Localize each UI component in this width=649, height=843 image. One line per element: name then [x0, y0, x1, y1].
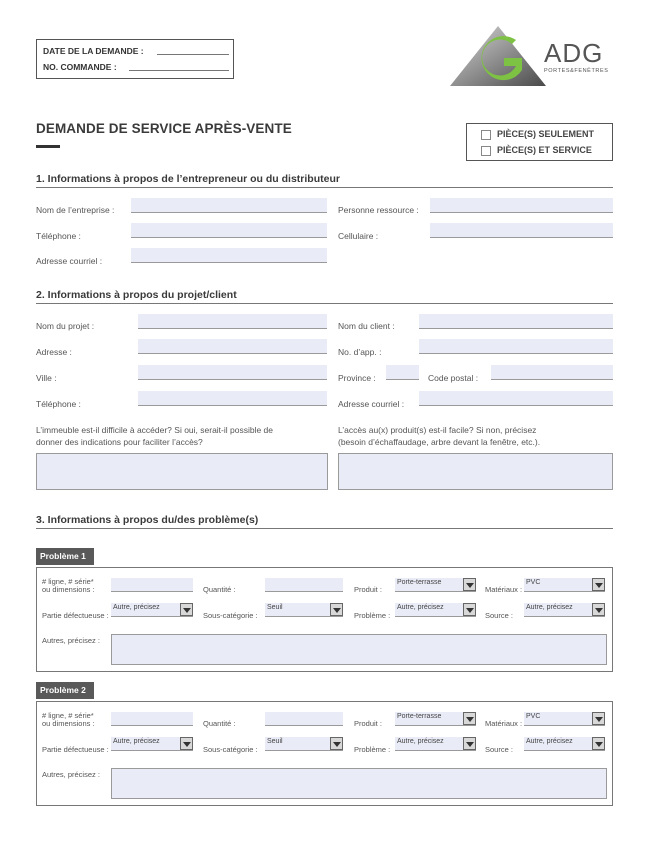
other-label: Autres, précisez : [42, 770, 100, 779]
access-note-right-2: (besoin d’échaffaudage, arbre devant la fenêtre, etc.). [338, 437, 541, 447]
project-email-label: Adresse courriel : [338, 399, 405, 409]
section-3-rule [36, 528, 613, 529]
page-title: DEMANDE DE SERVICE APRÈS-VENTE [36, 121, 292, 136]
email-label: Adresse courriel : [36, 256, 103, 266]
client-field[interactable] [419, 314, 613, 329]
quantity-label: Quantité : [203, 719, 236, 728]
part-value: Autre, précisez [113, 604, 160, 611]
building-access-textarea[interactable] [36, 453, 328, 490]
project-phone-field[interactable] [138, 391, 327, 406]
part-select[interactable] [111, 603, 193, 617]
source-select[interactable] [524, 737, 605, 751]
request-date-field[interactable] [157, 54, 229, 55]
chevron-down-icon[interactable] [592, 603, 605, 616]
access-note-left-2: donner des indications pour faciliter l’accès? [36, 437, 203, 447]
request-date-label: DATE DE LA DEMANDE : [43, 46, 144, 56]
title-underline [36, 145, 60, 148]
client-label: Nom du client : [338, 321, 395, 331]
product-select[interactable] [395, 578, 476, 592]
problem-2-tab: Problème 2 [36, 682, 94, 699]
chevron-down-icon[interactable] [592, 737, 605, 750]
product-select[interactable] [395, 712, 476, 726]
source-value: Autre, précisez [526, 604, 573, 611]
service-type-box [466, 123, 613, 161]
logo-text: ADG [544, 38, 604, 68]
address-field[interactable] [138, 339, 327, 354]
other-label: Autres, précisez : [42, 636, 100, 645]
line-label-2: ou dimensions : [42, 719, 95, 728]
city-label: Ville : [36, 373, 57, 383]
project-field[interactable] [138, 314, 327, 329]
apt-field[interactable] [419, 339, 613, 354]
chevron-down-icon[interactable] [463, 578, 476, 591]
chevron-down-icon[interactable] [463, 712, 476, 725]
chevron-down-icon[interactable] [463, 737, 476, 750]
quantity-field[interactable] [265, 712, 343, 726]
section-1-title: 1. Informations à propos de l’entrepreneur ou du distributeur [36, 173, 340, 185]
material-label: Matériaux : [485, 585, 523, 594]
order-number-label: NO. COMMANDE : [43, 62, 117, 72]
problem-label: Problème : [354, 611, 391, 620]
product-label: Produit : [354, 719, 382, 728]
part-label: Partie défectueuse : [42, 745, 109, 754]
material-value: PVC [526, 579, 541, 586]
chevron-down-icon[interactable] [463, 603, 476, 616]
quantity-label: Quantité : [203, 585, 236, 594]
order-number-field[interactable] [129, 70, 229, 71]
subcategory-label: Sous-catégorie : [203, 611, 258, 620]
chevron-down-icon[interactable] [180, 603, 193, 616]
material-value: PVC [526, 713, 541, 720]
problem-2-box [36, 701, 613, 806]
chevron-down-icon[interactable] [592, 578, 605, 591]
cell-label: Cellulaire : [338, 231, 379, 241]
province-label: Province : [338, 373, 376, 383]
subcategory-select[interactable] [265, 603, 343, 617]
material-label: Matériaux : [485, 719, 523, 728]
email-field[interactable] [131, 248, 327, 263]
parts-only-checkbox[interactable] [481, 130, 491, 140]
source-label: Source : [485, 611, 513, 620]
project-email-field[interactable] [419, 391, 613, 406]
province-field[interactable] [386, 365, 419, 380]
subcategory-select[interactable] [265, 737, 343, 751]
parts-service-checkbox[interactable] [481, 146, 491, 156]
subcategory-value: Seuil [267, 738, 283, 745]
product-access-textarea[interactable] [338, 453, 613, 490]
material-select[interactable] [524, 712, 605, 726]
contact-label: Personne ressource : [338, 205, 419, 215]
part-value: Autre, précisez [113, 738, 160, 745]
subcategory-label: Sous-catégorie : [203, 745, 258, 754]
line-label: # ligne, # série* [42, 577, 94, 586]
logo-mark-icon [450, 24, 550, 88]
logo-subtext: PORTES&FENÊTRES [544, 68, 609, 74]
adg-logo [450, 24, 615, 88]
other-textarea[interactable] [111, 634, 607, 665]
address-label: Adresse : [36, 347, 72, 357]
section-3-title: 3. Informations à propos du/des problème(s) [36, 514, 259, 526]
phone-field[interactable] [131, 223, 327, 238]
part-label: Partie défectueuse : [42, 611, 109, 620]
section-2-title: 2. Informations à propos du projet/client [36, 289, 237, 301]
product-label: Produit : [354, 585, 382, 594]
problem-value: Autre, précisez [397, 738, 444, 745]
section-1-rule [36, 187, 613, 188]
contact-field[interactable] [430, 198, 613, 213]
parts-service-label: PIÈCE(S) ET SERVICE [497, 145, 592, 155]
line-label-2: ou dimensions : [42, 585, 95, 594]
project-label: Nom du projet : [36, 321, 95, 331]
access-note-right-1: L’accès au(x) produit(s) est-il facile? Si non, précisez [338, 425, 537, 435]
cell-field[interactable] [430, 223, 613, 238]
company-field[interactable] [131, 198, 327, 213]
quantity-field[interactable] [265, 578, 343, 592]
subcategory-value: Seuil [267, 604, 283, 611]
problem-select[interactable] [395, 603, 476, 617]
chevron-down-icon[interactable] [330, 603, 343, 616]
problem-value: Autre, précisez [397, 604, 444, 611]
line-field[interactable] [111, 712, 193, 726]
postal-label: Code postal : [428, 373, 479, 383]
project-phone-label: Téléphone : [36, 399, 81, 409]
chevron-down-icon[interactable] [592, 712, 605, 725]
access-note-left-1: L’immeuble est-il difficile à accéder? Si oui, serait-il possible de [36, 425, 274, 435]
line-field[interactable] [111, 578, 193, 592]
parts-only-label: PIÈCE(S) SEULEMENT [497, 129, 595, 139]
problem-label: Problème : [354, 745, 391, 754]
phone-label: Téléphone : [36, 231, 81, 241]
problem-1-box [36, 567, 613, 672]
line-label: # ligne, # série* [42, 711, 94, 720]
company-label: Nom de l’entreprise : [36, 205, 115, 215]
source-select[interactable] [524, 603, 605, 617]
source-value: Autre, précisez [526, 738, 573, 745]
postal-field[interactable] [491, 365, 613, 380]
chevron-down-icon[interactable] [330, 737, 343, 750]
product-value: Porte-terrasse [397, 713, 442, 720]
apt-label: No. d’app. : [338, 347, 382, 357]
city-field[interactable] [138, 365, 327, 380]
problem-select[interactable] [395, 737, 476, 751]
other-textarea[interactable] [111, 768, 607, 799]
request-info-box [36, 39, 234, 79]
section-2-rule [36, 303, 613, 304]
source-label: Source : [485, 745, 513, 754]
material-select[interactable] [524, 578, 605, 592]
problem-1-tab: Problème 1 [36, 548, 94, 565]
chevron-down-icon[interactable] [180, 737, 193, 750]
part-select[interactable] [111, 737, 193, 751]
product-value: Porte-terrasse [397, 579, 442, 586]
